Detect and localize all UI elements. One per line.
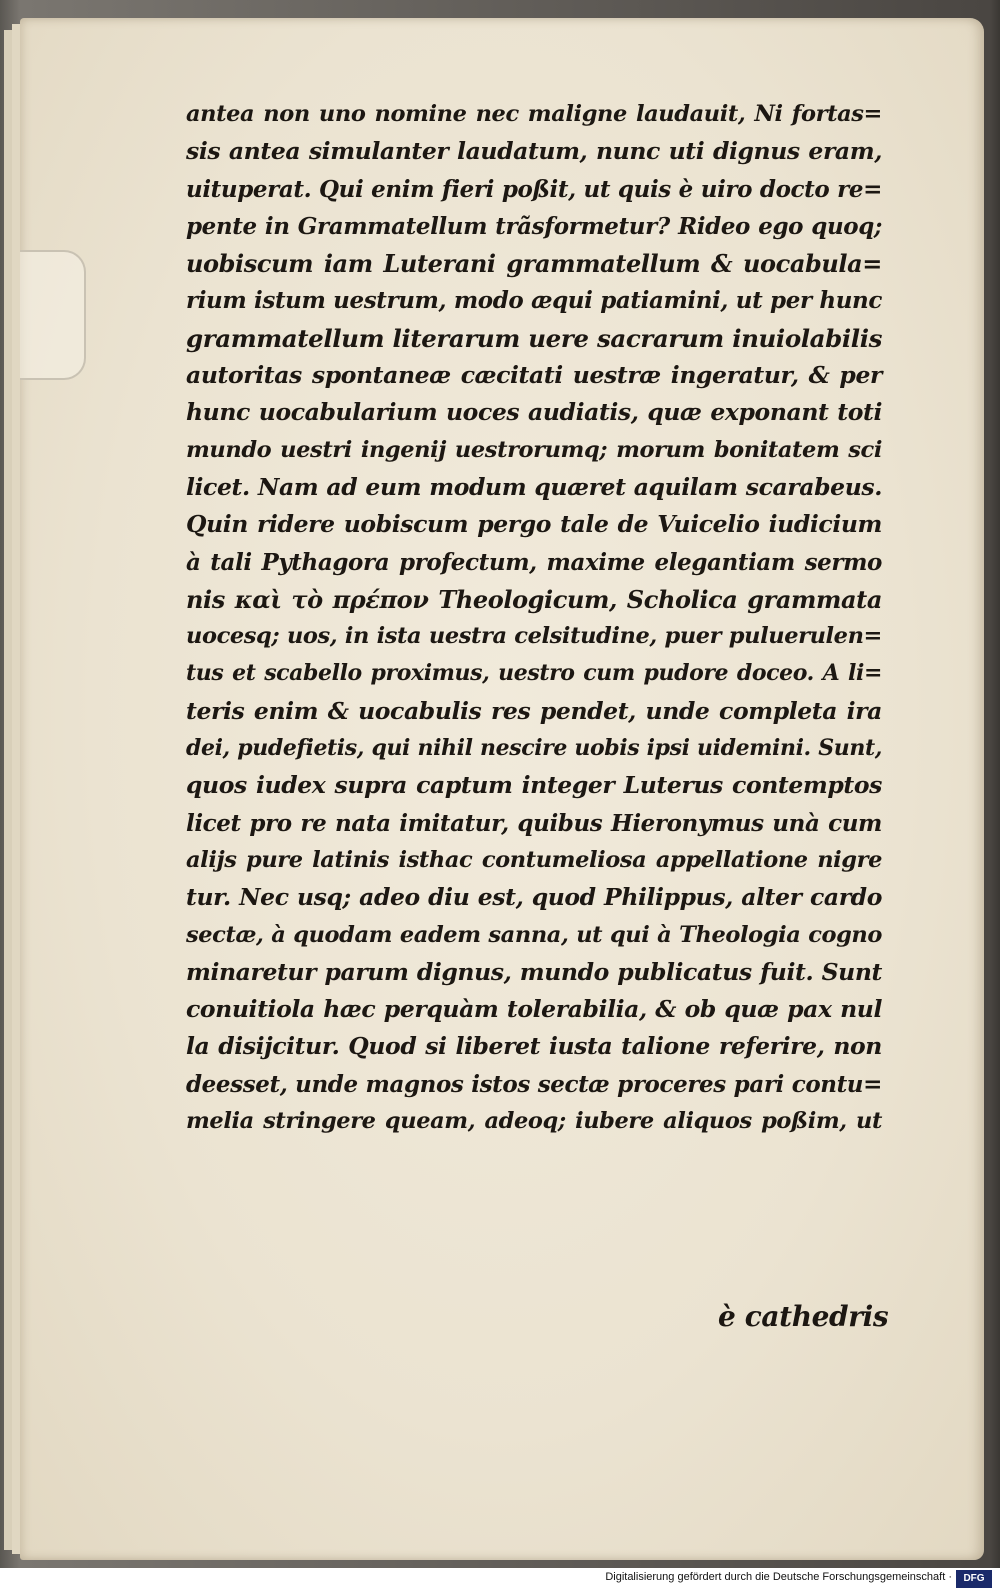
text-line: la disijcitur. Quod si liberet iusta talione referire, non [186, 1032, 882, 1061]
text-line: quos iudex supra captum integer Luterus contemptos [186, 771, 882, 800]
text-line: licet. Nam ad eum modum quæret aquilam scarabeus. [186, 472, 882, 501]
dfg-logo: DFG [956, 1570, 992, 1588]
text-line: à tali Pythagora profectum, maxime elegantiam sermo [186, 548, 882, 576]
text-line: sis antea simulanter laudatum, nunc uti dignus eram, [186, 137, 882, 166]
text-line: hunc uocabularium uoces audiatis, quæ exponant toti [186, 398, 882, 427]
text-line: tur. Nec usq; adeo diu est, quod Philippus, alter cardo [186, 883, 882, 912]
catchword: è cathedris [718, 1300, 889, 1333]
body-text [186, 96, 896, 1140]
text-line: alijs pure latinis isthac contumeliosa appellatione nigre [186, 846, 882, 873]
text-line: deesset, unde magnos istos sectæ proceres pari contu= [186, 1070, 882, 1098]
text-line: uobiscum iam Luterani grammatellum & uocabula= [186, 249, 882, 279]
text-line: sectæ, à quodam eadem sanna, ut qui à Theologia cogno [186, 921, 882, 948]
text-line: minaretur parum dignus, mundo publicatus fuit. Sunt [186, 957, 882, 986]
text-line: pente in Grammatellum trãsformetur? Rideo ego quoq; [186, 212, 882, 240]
text-line: uocesq; uos, in ista uestra celsitudine, puer puluerulen= [186, 623, 882, 650]
text-line: licet pro re nata imitatur, quibus Hieronymus unà cum [186, 809, 882, 837]
text-line: Quin ridere uobiscum pergo tale de Vuicelio iudicium [186, 510, 882, 539]
text-line: melia stringere queam, adeoq; iubere aliquos poßim, ut [186, 1108, 882, 1135]
text-line: dei, pudefietis, qui nihil nescire uobis ipsi uidemini. Sunt, [186, 735, 882, 762]
footer-bar [0, 1568, 1000, 1590]
text-line: uituperat. Qui enim fieri poßit, ut quis è uiro docto re= [186, 175, 882, 203]
text-line: mundo uestri ingenij uestrorumq; morum bonitatem sci [186, 436, 882, 463]
text-line: rium istum uestrum, modo æqui patiamini, ut per hunc [186, 287, 882, 315]
text-line: teris enim & uocabulis res pendet, unde completa ira [186, 696, 882, 725]
funding-credit: Digitalisierung gefördert durch die Deutsche Forschungsgemeinschaft · [605, 1571, 952, 1583]
text-line: conuitiola hæc perquàm tolerabilia, & ob quæ pax nul [186, 995, 882, 1024]
text-line: grammatellum literarum uere sacrarum inuiolabilis [186, 323, 882, 353]
text-line: autoritas spontaneæ cæcitati uestræ ingeratur, & per [186, 361, 882, 390]
text-line: nis καὶ τὸ πρέπον Theologicum, Scholica grammata [186, 584, 882, 614]
text-line: tus et scabello proximus, uestro cum pudore doceo. A li= [186, 660, 882, 687]
page-tab-marker [20, 250, 86, 380]
text-line: antea non uno nomine nec maligne laudauit, Ni fortas= [186, 101, 882, 127]
